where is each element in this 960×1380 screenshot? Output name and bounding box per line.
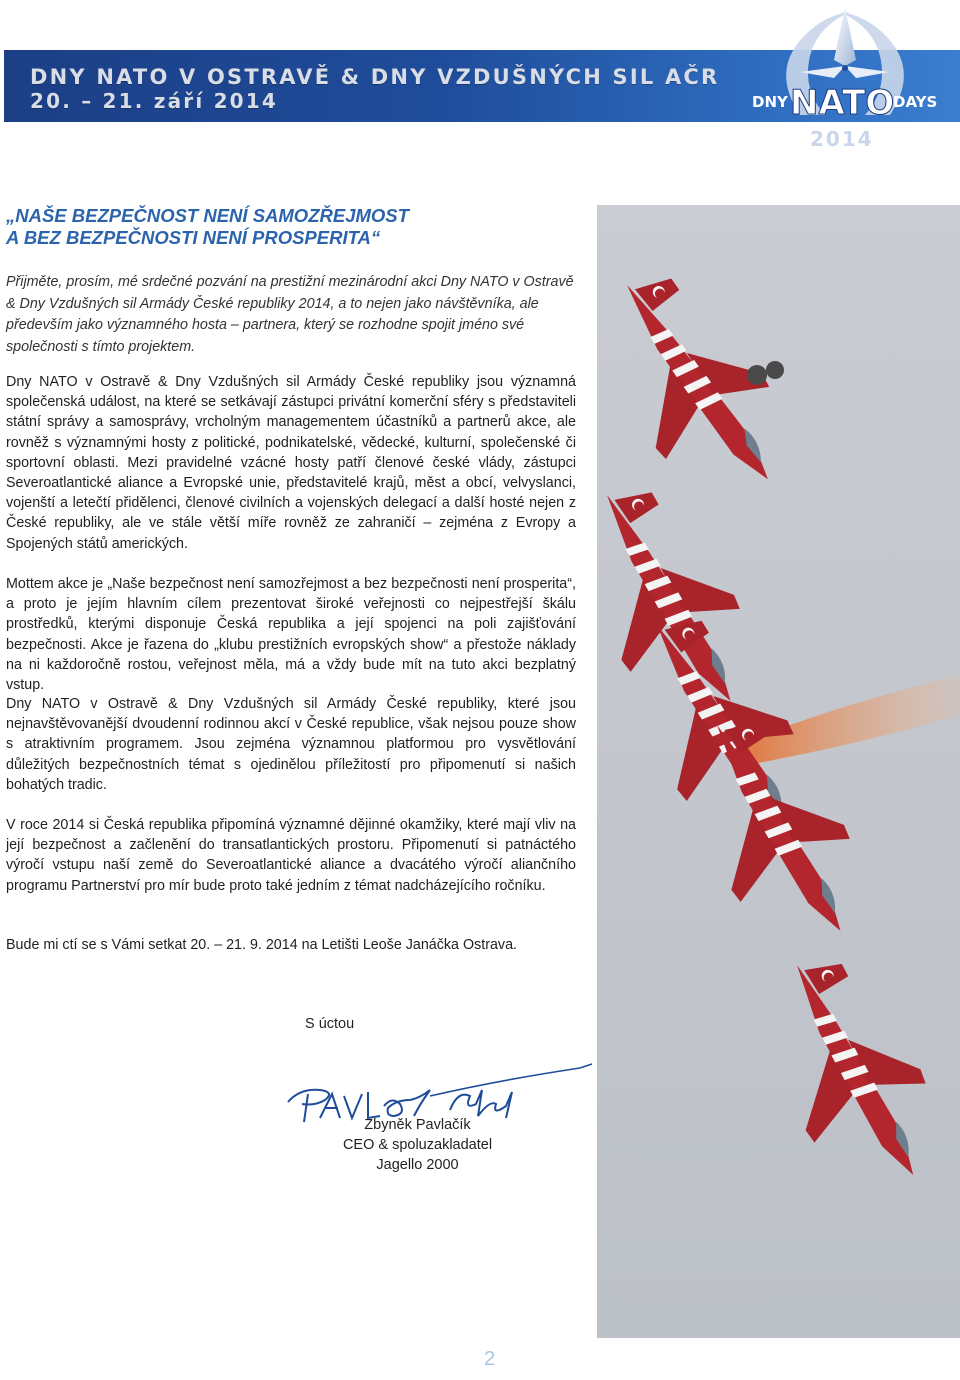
intro-paragraph: Přijměte, prosím, mé srdečné pozvání na prestižní mezinárodní akci Dny NATO v Ostravě & Dny Vzdušných sil Armády České republiky 2014, a to nejen jako návštěvníka, ale především jako významného hosta – partnera, který se rozhodne spojit jméno své společnosti s tímto projektem. [6,274,574,355]
logo-right-word: DAYS [893,93,938,111]
paragraph-anniversary: V roce 2014 si Česká republika připomíná významné dějinné okamžiky, které mají vliv na její bezpečnost a začlenění do transatlantických prostoru. Připomenutí si patnáctého výročí vstupu naší země do Severoatlantické aliance a dvacátého výročí aliančního programu Partnerství pro mír bude proto také jedním z témat nadcházejícího ročníku. [6,817,576,894]
signatory-company: Jagello 2000 [376,1157,459,1173]
headline [6,205,566,249]
headline-line-1: „NAŠE BEZPEČNOST NENÍ SAMOZŘEJMOST [6,205,409,226]
paragraph-invitation: Bude mi ctí se s Vámi setkat 20. – 21. 9. 2014 na Letišti Leoše Janáčka Ostrava. [6,937,517,953]
paragraph-event-description: Dny NATO v Ostravě & Dny Vzdušných sil Armády České republiky jsou významná společenská událost, na které se setkávají zástupci privátní komerční sféry s představiteli státní správy a samosprávy, vrcholným managementem účastníků a partnerů akce, ale rovněž s významnými hosty z politické, podnikatelské, vědecké, kulturní, společenské či sportovní oblasti. Mezi pravidelné vzácné hosty patří členové české vlády, zástupci Severoatlantické aliance a Evropské unie, představitelé krajů, měst a obcí, velvyslanci, vojenští a letečtí přidělenci, členové civilních a vojenských delegací a další hosté nejen z České republiky, ale ve stále větší míře rovněž ze zahraničí – zejména z Evropy a Spojených států amerických. [6,374,576,552]
signatory-role: CEO & spoluzakladatel [342,1137,493,1153]
paragraph-platform: Dny NATO v Ostravě & Dny Vzdušných sil Armády České republiky, které jsou nejnavštěvovanější dvoudenní rodinnou akcí v České republice, však nejsou pouze show s atraktivním programem. Jsou zejména významnou platformou pro vysvětlování důležitých bezpečnostních témat s ojedinělou příležitostí pro připomenutí si našich bohatých tradic. [6,696,576,793]
nato-days-logo [730,0,960,160]
logo-year: 2014 [810,127,874,151]
paragraph-motto: Mottem akce je „Naše bezpečnost není samozřejmost a bez bezpečnosti není prosperita“, a proto je jejím hlavním cílem prezentovat široké veřejnosti co nejpestřejší škálu prostředků, kterými disponuje Česká republika a její spojenci na poli zajišťování bezpečnosti. Akce je řazena do „klubu prestižních evropských show“ a přestože náklady na ni každoročně rostou, veřejnost měla, má a vždy bude mít na tuto akci bezplatný vstup. [6,576,576,694]
logo-left-word: DNY [752,93,788,111]
signature-block [330,1115,505,1175]
signatory-name: Zbyněk Pavlačík [364,1117,471,1133]
header-title: DNY NATO V OSTRAVĚ & DNY VZDUŠNÝCH SIL AČR [30,65,720,89]
logo-center-word: NATO [790,83,895,123]
headline-line-2: A BEZ BEZPEČNOSTI NENÍ PROSPERITA“ [6,227,381,248]
header-dates: 20. – 21. září 2014 [30,89,279,113]
closing-greeting: S úctou [305,1016,355,1032]
page-number: 2 [484,1348,496,1370]
aerobatic-jets-photo [597,205,960,1338]
